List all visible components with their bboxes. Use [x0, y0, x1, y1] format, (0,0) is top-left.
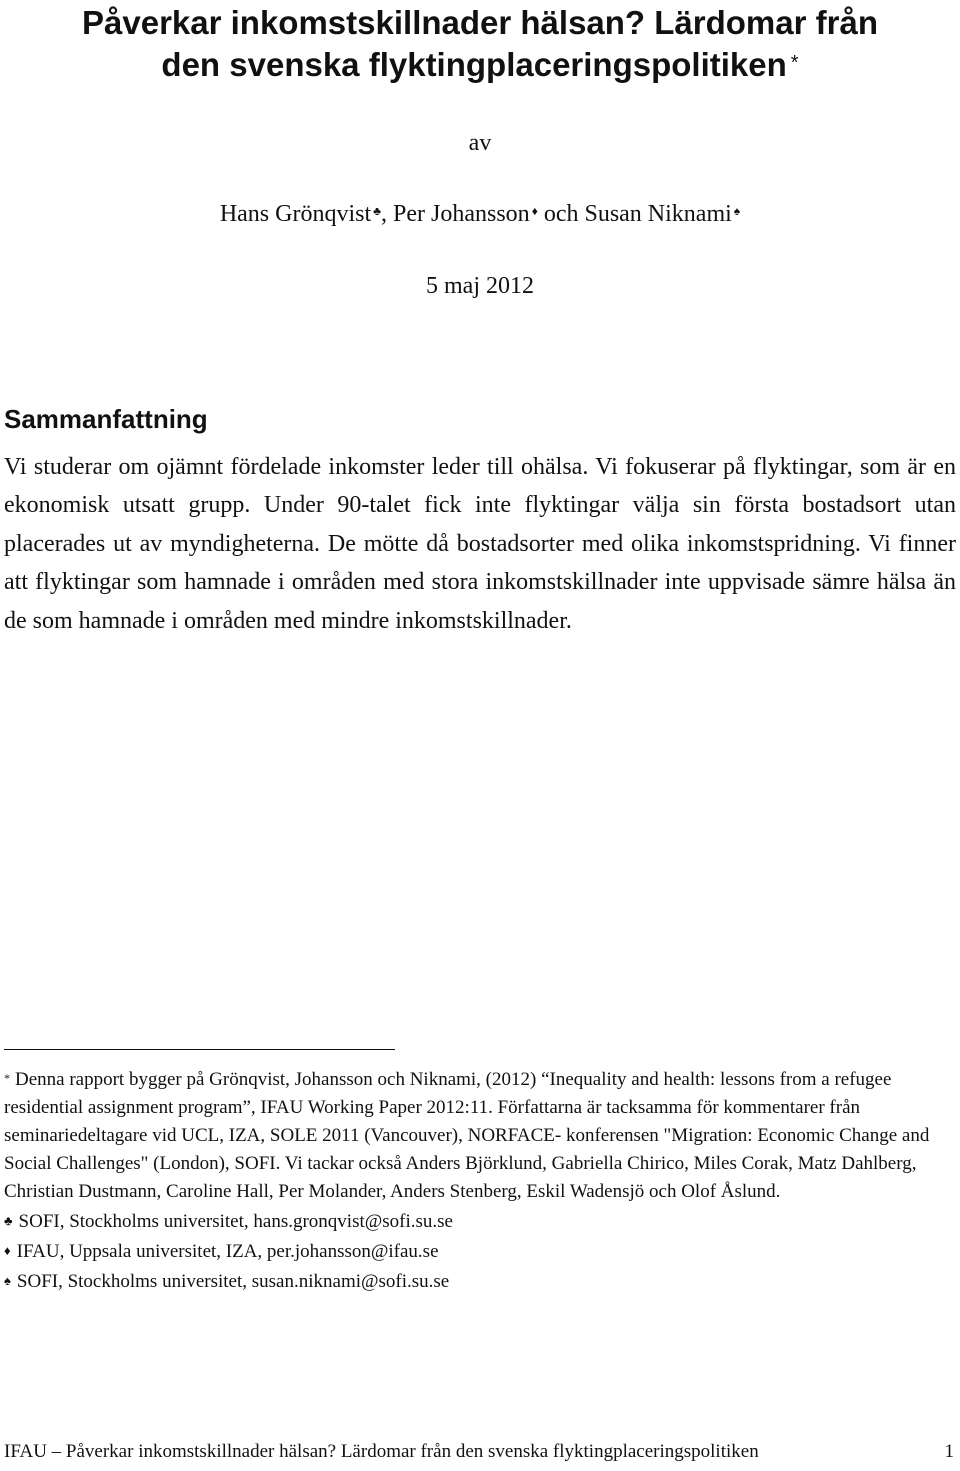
byline: av: [468, 130, 492, 156]
abstract-heading: Sammanfattning: [4, 404, 208, 434]
page-footer: [4, 1437, 954, 1467]
diamond-mark-icon: ♦: [4, 1243, 11, 1258]
document-title: [0, 2, 960, 86]
spade-mark-icon: ♠: [4, 1273, 11, 1288]
title-footnote-mark: *: [790, 52, 799, 74]
author-separator: ,: [381, 201, 394, 227]
diamond-mark-icon: ♦: [531, 204, 538, 218]
affiliation-item: [4, 1238, 954, 1266]
abstract-text: Vi studerar om ojämnt fördelade inkomster leder till ohälsa. Vi fokuserar på flyktingar, som är en ekonomisk utsatt grupp. Under 90-talet fick inte flyktingar välja sin första bostadsort utan placerades ut av myndigheterna. De mötte då bostadsorter med olika inkomstspridning. Vi finner att flyktingar som hamnade i områden med stora inkomstskillnader inte uppvisade sämre hälsa än de som hamnade i områden med mindre inkomstskillnader.: [4, 454, 956, 634]
footnotes: [4, 1066, 954, 1296]
publication-date: 5 maj 2012: [426, 273, 534, 299]
author-name: Hans Grönqvist: [219, 201, 372, 227]
affiliation-text: SOFI, Stockholms universitet, hans.gronqvist@sofi.su.se: [18, 1211, 453, 1232]
author-separator: och: [537, 201, 585, 227]
footnote-main-text: Denna rapport bygger på Grönqvist, Johansson och Niknami, (2012) “Inequality and health: lessons from a refugee residential assignment program”, IFAU Working Paper 2012:11. Författarna är tacksamma för kommentarer från seminariedeltagare vid UCL, IZA, SOLE 2011 (Vancouver), NORFACE- konferensen "Migration: Economic Change and Social Challenges" (London), SOFI. Vi tackar också Anders Björklund, Gabriella Chirico, Miles Corak, Matz Dahlberg, Christian Dustmann, Caroline Hall, Per Molander, Anders Stenberg, Eskil Wadensjö och Olof Åslund.: [4, 1069, 930, 1202]
affiliation-text: IFAU, Uppsala universitet, IZA, per.johansson@ifau.se: [16, 1241, 439, 1262]
spade-mark-icon: ♠: [733, 204, 741, 218]
footer-running-title: IFAU – Påverkar inkomstskillnader hälsan? Lärdomar från den svenska flyktingplaceringspolitiken: [4, 1441, 759, 1462]
author-list: [0, 199, 960, 229]
affiliation-text: SOFI, Stockholms universitet, susan.niknami@sofi.su.se: [16, 1271, 450, 1292]
club-mark-icon: ♣: [4, 1213, 13, 1228]
page-number: 1: [944, 1441, 954, 1462]
footnote-divider: [4, 1049, 395, 1050]
footnote-mark: *: [4, 1071, 10, 1085]
author-name: Susan Niknami: [584, 201, 732, 227]
footnote-main: [4, 1066, 954, 1206]
title-line-1: Påverkar inkomstskillnader hälsan? Lärdomar från: [82, 4, 878, 41]
title-line-2: den svenska flyktingplaceringspolitiken: [161, 46, 787, 83]
affiliation-item: [4, 1268, 954, 1296]
affiliation-item: [4, 1208, 954, 1236]
club-mark-icon: ♣: [373, 204, 382, 218]
author-name: Per Johansson: [393, 201, 530, 227]
